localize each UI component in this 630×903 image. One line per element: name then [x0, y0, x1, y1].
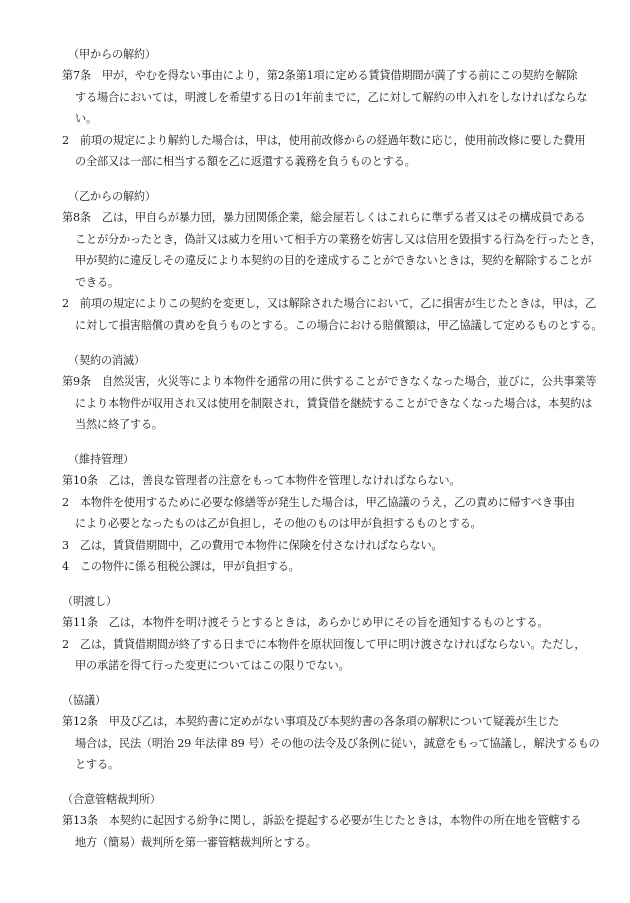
article-heading: （維持管理） — [68, 453, 134, 466]
article-9-line: により本物件が収用され又は使用を制限され，賃貸借を継続することができなくなった場合は，本契約は — [75, 397, 593, 410]
article-8-line: ことが分かったとき，偽計又は威力を用いて相手方の業務を妨害し又は信用を毀損する行為を行ったとき， — [75, 233, 602, 246]
article-heading: （明渡し） — [62, 595, 117, 608]
article-10-clause-3: 3 乙は，賃貸借期間中，乙の費用で本物件に保険を付さなければならない。 — [62, 539, 443, 552]
article-10-line: 第10条 乙は，善良な管理者の注意をもって本物件を管理しなければならない。 — [62, 474, 461, 487]
article-7-clause-2: の全部又は一部に相当する額を乙に返還する義務を負うものとする。 — [75, 155, 416, 168]
article-12-line: 第12条 甲及び乙は，本契約書に定めがない事項及び本契約書の各条項の解釈について疑義が生じた — [62, 715, 560, 728]
article-10-clause-2: 2 本物件を使用するために必要な修繕等が発生した場合は，甲乙協議のうえ，乙の責めに帰すべき事由 — [62, 496, 575, 509]
article-12-line: 場合は，民法（明治 29 年法律 89 号）その他の法令及び条例に従い，誠意をもって協議し，解決するもの — [75, 737, 600, 750]
article-7-line: い。 — [75, 112, 97, 125]
article-7-line: 第7条 甲が，やむを得ない事由により，第2条第1項に定める賃貸借期間が満了する前にこの契約を解除 — [62, 69, 578, 82]
article-8-line: 第8条 乙は，甲自らが暴力団，暴力団関係企業，総会屋若しくはこれらに準ずる者又はその構成員である — [62, 211, 586, 224]
article-9-line: 当然に終了する。 — [75, 418, 163, 431]
article-11-clause-2: 甲の承諾を得て行った変更についてはこの限りでない。 — [75, 659, 350, 672]
article-8-clause-2: 2 前項の規定によりこの契約を変更し，又は解除された場合において，乙に損害が生じたときは，甲は，乙 — [62, 297, 597, 310]
article-7-line: する場合においては，明渡しを希望する日の1年前までに，乙に対して解約の申入れをしなければならな — [75, 91, 588, 104]
article-13-line: 地方（簡易）裁判所を第一審管轄裁判所とする。 — [75, 836, 317, 849]
article-7-clause-2: 2 前項の規定により解約した場合は，甲は，使用前改修からの経過年数に応じ，使用前改修に要した費用 — [62, 134, 586, 147]
article-heading: （契約の消滅） — [68, 354, 145, 367]
article-8-line: できる。 — [75, 276, 119, 289]
article-12-line: とする。 — [75, 758, 119, 771]
article-10-clause-2: により必要となったものは乙が負担し，その他のものは甲が負担するものとする。 — [75, 517, 482, 530]
article-13-line: 第13条 本契約に起因する紛争に関し，訴訟を提起する必要が生じたときは，本物件の所在地を管轄する — [62, 814, 582, 827]
article-8-line: 甲が契約に違反しその違反により本契約の目的を達成することができないときは，契約を解除することが — [75, 254, 592, 267]
article-11-line: 第11条 乙は，本物件を明け渡そうとするときは，あらかじめ甲にその旨を通知するものとする。 — [62, 616, 549, 629]
article-8-clause-2: に対して損害賠償の責めを負うものとする。この場合における賠償額は，甲乙協議して定めるものとする。 — [75, 319, 603, 332]
article-heading: （甲からの解約） — [68, 48, 156, 61]
article-11-clause-2: 2 乙は，賃貸借期間が終了する日までに本物件を原状回復して甲に明け渡さなければならない。ただし， — [62, 638, 586, 651]
article-heading: （乙からの解約） — [68, 190, 156, 203]
article-9-line: 第9条 自然災害，火災等により本物件を通常の用に供することができなくなった場合，並びに，公共事業等 — [62, 375, 597, 388]
article-heading: （合意管轄裁判所） — [62, 793, 161, 806]
article-heading: （協議） — [62, 694, 106, 707]
article-10-clause-4: 4 この物件に係る租税公課は，甲が負担する。 — [62, 560, 300, 573]
